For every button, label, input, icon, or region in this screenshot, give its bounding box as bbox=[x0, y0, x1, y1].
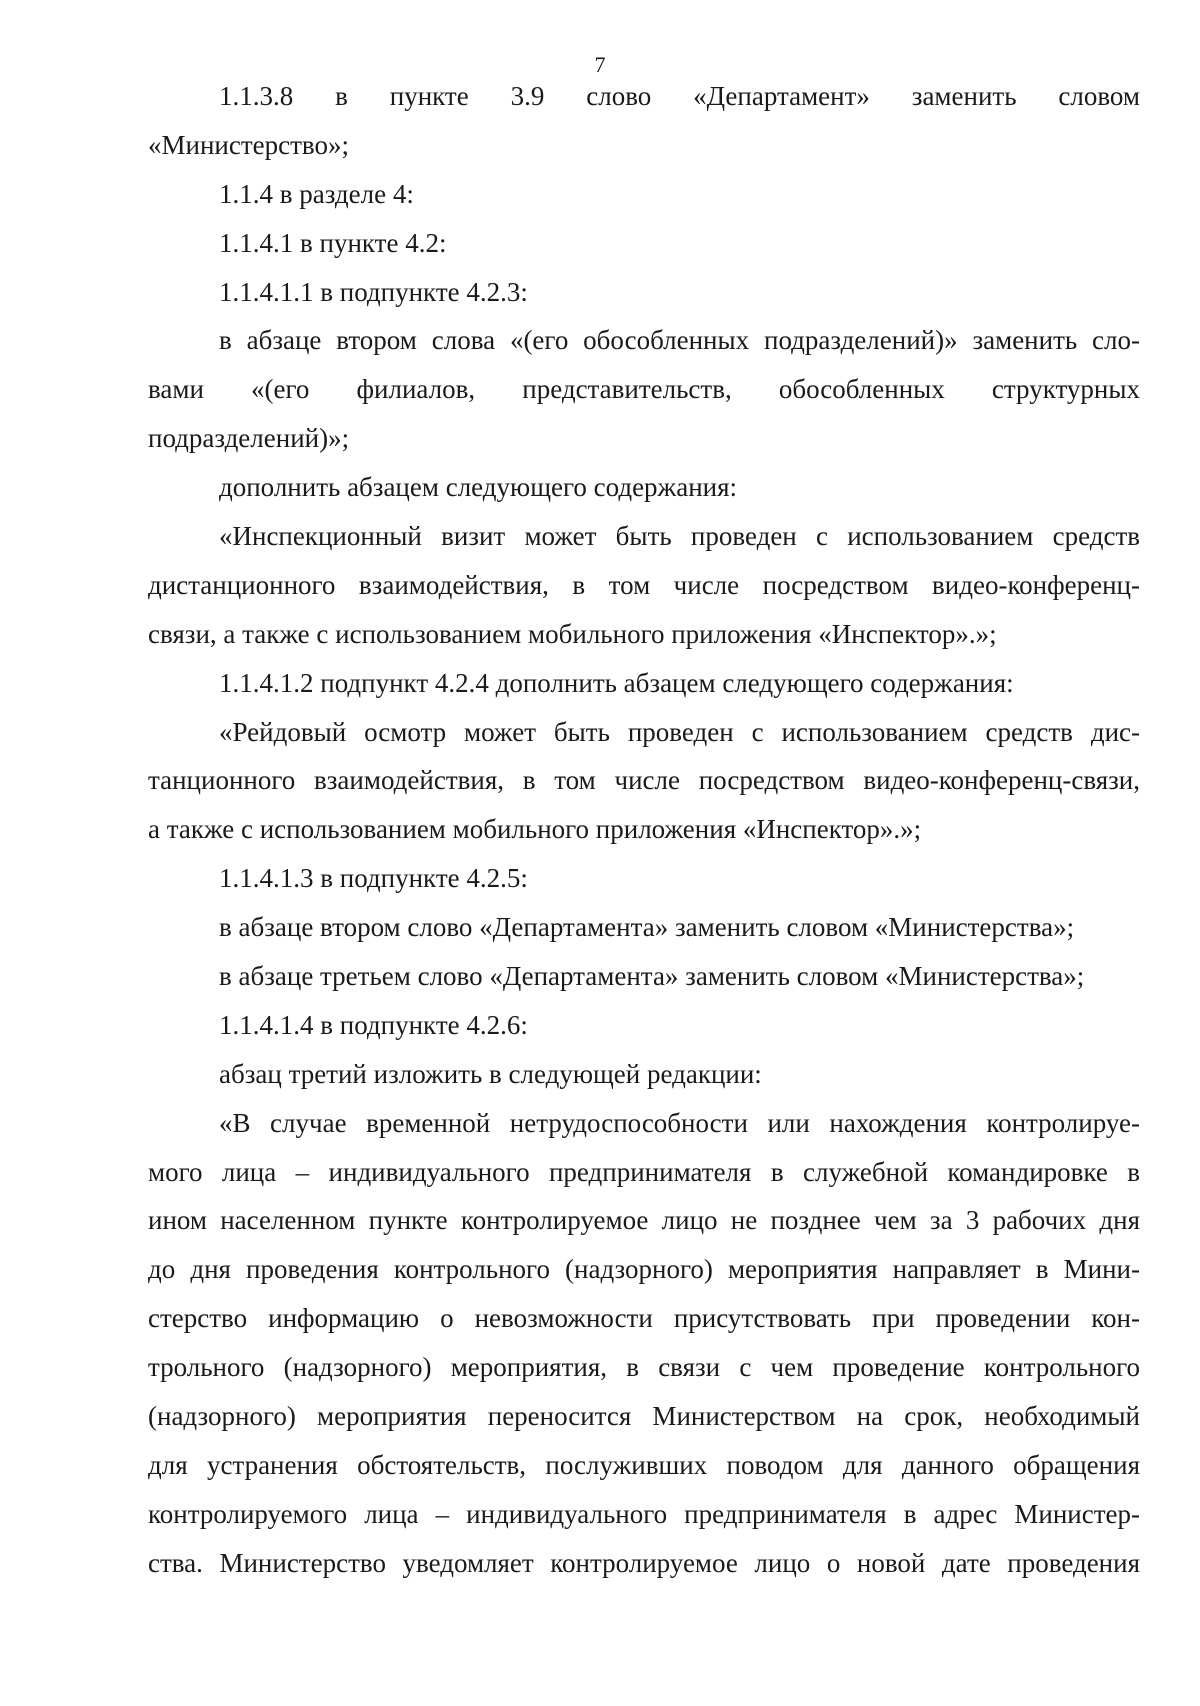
text-line: мого лица – индивидуального предпринимателя в служебной командировке в bbox=[148, 1156, 1140, 1187]
text-line: контролируемого лица – индивидуального предпринимателя в адрес Министер- bbox=[148, 1498, 1140, 1529]
text-line: 1.1.4.1.2 подпункт 4.2.4 дополнить абзацем следующего содержания: bbox=[219, 667, 1014, 698]
text-line: 1.1.4.1.4 в подпункте 4.2.6: bbox=[219, 1009, 528, 1040]
text-line: для устранения обстоятельств, послуживших поводом для данного обращения bbox=[148, 1449, 1140, 1480]
text-line: а также с использованием мобильного приложения «Инспектор».»; bbox=[148, 814, 922, 845]
text-line: «Министерство»; bbox=[148, 129, 349, 160]
page-number: 7 bbox=[594, 52, 606, 77]
text-line: (надзорного) мероприятия переносится Министерством на срок, необходимый bbox=[148, 1401, 1140, 1432]
text-line: дополнить абзацем следующего содержания: bbox=[219, 472, 738, 503]
text-line: до дня проведения контрольного (надзорного) мероприятия направляет в Мини- bbox=[148, 1254, 1140, 1285]
text-line: стерство информацию о невозможности присутствовать при проведении кон- bbox=[148, 1303, 1140, 1334]
text-line: в абзаце третьем слово «Департамента» заменить словом «Министерства»; bbox=[219, 961, 1085, 992]
text-line: связи, а также с использованием мобильного приложения «Инспектор».»; bbox=[148, 618, 997, 649]
text-line: дистанционного взаимодействия, в том числе посредством видео-конференц- bbox=[148, 569, 1140, 600]
text-line: абзац третий изложить в следующей редакции: bbox=[219, 1058, 762, 1089]
text-line: 1.1.3.8 в пункте 3.9 слово «Департамент» заменить словом bbox=[219, 81, 1140, 111]
text-line: вами «(его филиалов, представительств, обособленных структурных bbox=[148, 374, 1140, 405]
text-line: в абзаце втором слова «(его обособленных подразделений)» заменить сло- bbox=[219, 325, 1140, 356]
text-line: 1.1.4 в разделе 4: bbox=[219, 178, 414, 209]
text-line: ства. Министерство уведомляет контролируемое лицо о новой дате проведения bbox=[148, 1547, 1140, 1578]
text-line: ином населенном пункте контролируемое лицо не позднее чем за 3 рабочих дня bbox=[148, 1205, 1140, 1236]
text-line: 1.1.4.1.3 в подпункте 4.2.5: bbox=[219, 863, 528, 894]
text-line: «В случае временной нетрудоспособности или нахождения контролируе- bbox=[219, 1107, 1140, 1138]
text-line: в абзаце втором слово «Департамента» заменить словом «Министерства»; bbox=[219, 912, 1075, 943]
text-line: «Инспекционный визит может быть проведен с использованием средств bbox=[219, 521, 1140, 552]
text-line: 1.1.4.1.1 в подпункте 4.2.3: bbox=[219, 276, 528, 307]
text-line: «Рейдовый осмотр может быть проведен с использованием средств дис- bbox=[219, 716, 1140, 747]
text-line: подразделений)»; bbox=[148, 423, 350, 454]
document-body bbox=[148, 72, 1140, 1588]
text-line: трольного (надзорного) мероприятия, в связи с чем проведение контрольного bbox=[148, 1352, 1140, 1383]
text-line: танционного взаимодействия, в том числе посредством видео-конференц-связи, bbox=[148, 765, 1140, 796]
text-line: 1.1.4.1 в пункте 4.2: bbox=[219, 227, 447, 258]
